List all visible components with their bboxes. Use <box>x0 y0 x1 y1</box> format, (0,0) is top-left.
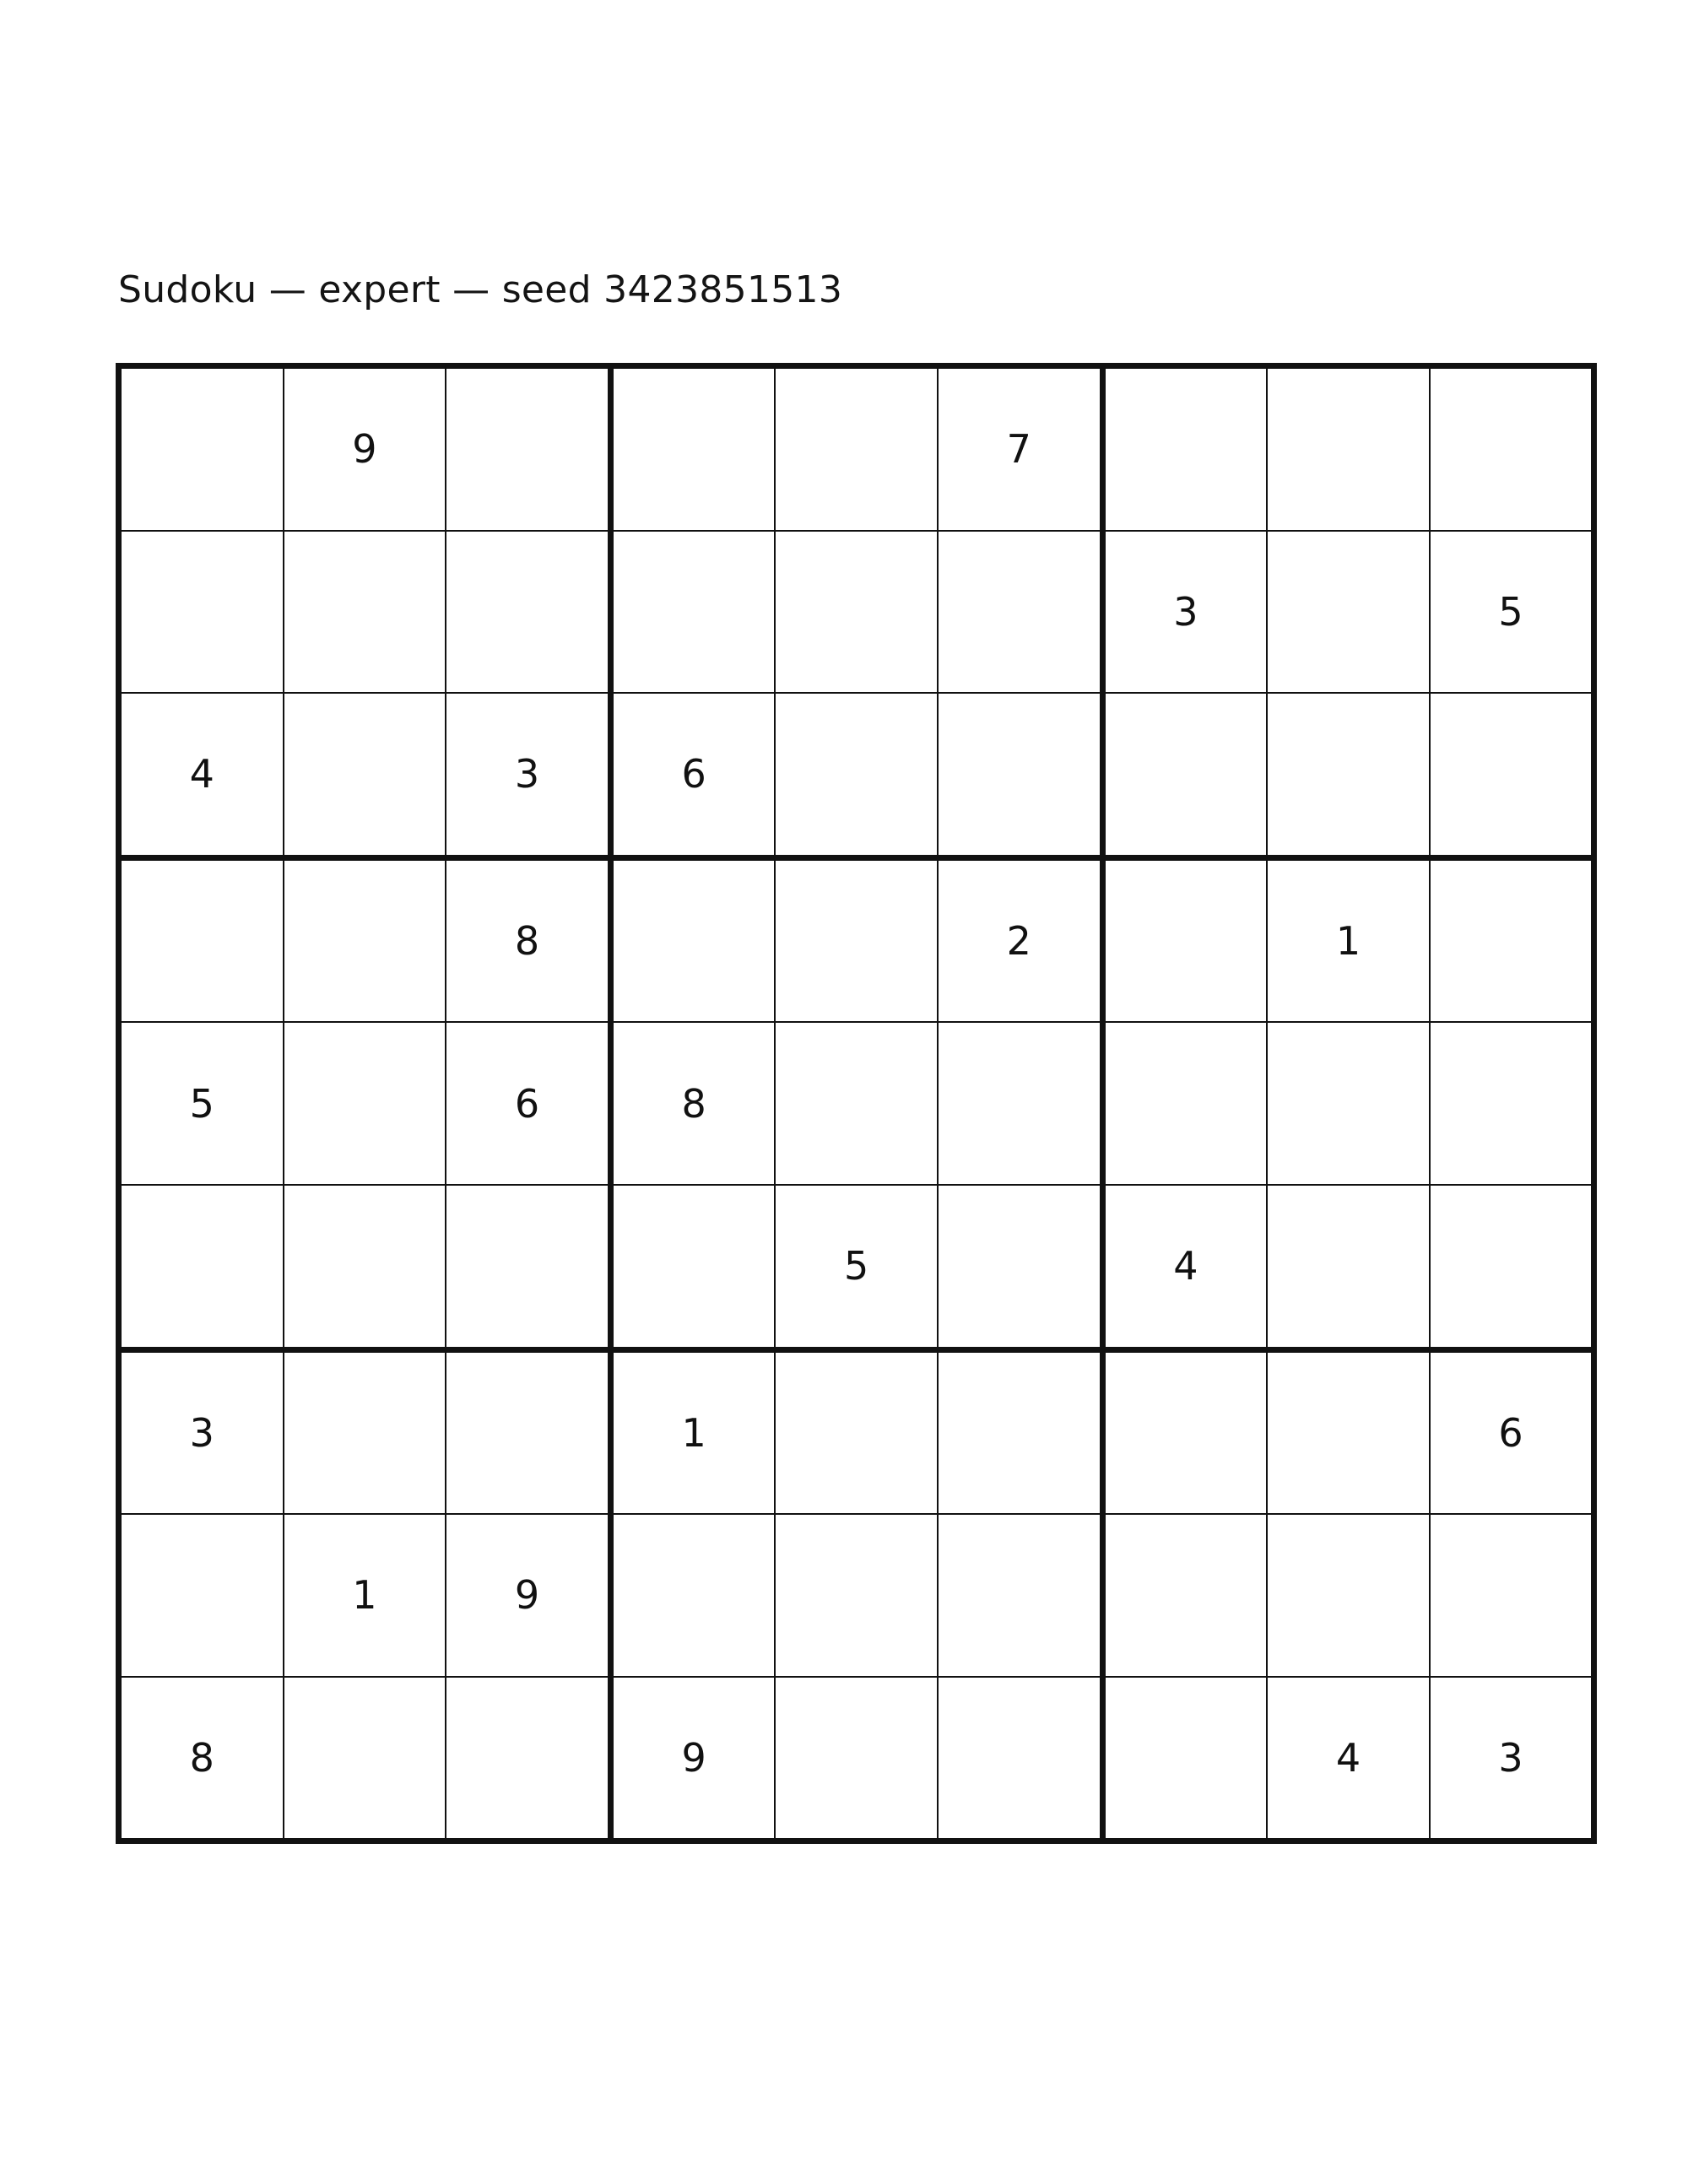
sudoku-cell-r6c6[interactable] <box>938 1185 1102 1349</box>
sudoku-cell-r7c2[interactable] <box>284 1349 446 1514</box>
sudoku-cell-r7c3[interactable] <box>446 1349 610 1514</box>
sudoku-cell-r4c7[interactable] <box>1102 857 1267 1022</box>
sudoku-cell-r4c1[interactable] <box>119 857 284 1022</box>
sudoku-row <box>119 1677 1594 1841</box>
sudoku-cell-r6c3[interactable] <box>446 1185 610 1349</box>
sudoku-cell-r2c3[interactable] <box>446 531 610 694</box>
sudoku-cell-r6c7[interactable]: 4 <box>1102 1185 1267 1349</box>
sudoku-cell-r1c5[interactable] <box>775 366 938 531</box>
sudoku-cell-r4c6[interactable]: 2 <box>938 857 1102 1022</box>
sudoku-cell-r5c1[interactable]: 5 <box>119 1022 284 1185</box>
sudoku-cell-r5c2[interactable] <box>284 1022 446 1185</box>
sudoku-cell-r3c7[interactable] <box>1102 693 1267 857</box>
sudoku-cell-r9c9[interactable]: 3 <box>1430 1677 1594 1841</box>
sudoku-cell-r9c8[interactable]: 4 <box>1267 1677 1430 1841</box>
sudoku-row <box>119 366 1594 531</box>
sudoku-cell-r9c7[interactable] <box>1102 1677 1267 1841</box>
sudoku-cell-r5c8[interactable] <box>1267 1022 1430 1185</box>
sudoku-cell-r1c6[interactable]: 7 <box>938 366 1102 531</box>
sudoku-cell-r8c3[interactable]: 9 <box>446 1514 610 1677</box>
sudoku-cell-r8c8[interactable] <box>1267 1514 1430 1677</box>
sudoku-row <box>119 1185 1594 1349</box>
sudoku-cell-r2c4[interactable] <box>610 531 775 694</box>
sudoku-row <box>119 531 1594 694</box>
sudoku-cell-r3c5[interactable] <box>775 693 938 857</box>
sudoku-cell-r9c4[interactable]: 9 <box>610 1677 775 1841</box>
sudoku-cell-r8c5[interactable] <box>775 1514 938 1677</box>
sudoku-cell-r2c6[interactable] <box>938 531 1102 694</box>
sudoku-cell-r6c1[interactable] <box>119 1185 284 1349</box>
sudoku-cell-r2c1[interactable] <box>119 531 284 694</box>
sudoku-cell-r3c8[interactable] <box>1267 693 1430 857</box>
sudoku-cell-r7c6[interactable] <box>938 1349 1102 1514</box>
sudoku-cell-r2c9[interactable]: 5 <box>1430 531 1594 694</box>
sudoku-cell-r9c3[interactable] <box>446 1677 610 1841</box>
sudoku-cell-r7c1[interactable]: 3 <box>119 1349 284 1514</box>
sudoku-cell-r1c8[interactable] <box>1267 366 1430 531</box>
sudoku-cell-r3c2[interactable] <box>284 693 446 857</box>
sudoku-grid-container <box>116 363 1564 1811</box>
page-title: Sudoku — expert — seed 3423851513 <box>118 268 843 311</box>
sudoku-cell-r7c7[interactable] <box>1102 1349 1267 1514</box>
sudoku-cell-r1c4[interactable] <box>610 366 775 531</box>
sudoku-cell-r9c6[interactable] <box>938 1677 1102 1841</box>
sudoku-cell-r9c2[interactable] <box>284 1677 446 1841</box>
sudoku-cell-r6c5[interactable]: 5 <box>775 1185 938 1349</box>
sudoku-grid[interactable] <box>116 363 1597 1844</box>
sudoku-cell-r6c9[interactable] <box>1430 1185 1594 1349</box>
sudoku-cell-r4c9[interactable] <box>1430 857 1594 1022</box>
sudoku-cell-r4c3[interactable]: 8 <box>446 857 610 1022</box>
sudoku-row <box>119 1022 1594 1185</box>
sudoku-cell-r9c1[interactable]: 8 <box>119 1677 284 1841</box>
sudoku-cell-r2c7[interactable]: 3 <box>1102 531 1267 694</box>
sudoku-cell-r2c5[interactable] <box>775 531 938 694</box>
sudoku-cell-r3c3[interactable]: 3 <box>446 693 610 857</box>
sudoku-cell-r8c1[interactable] <box>119 1514 284 1677</box>
sudoku-cell-r4c8[interactable]: 1 <box>1267 857 1430 1022</box>
sudoku-cell-r7c9[interactable]: 6 <box>1430 1349 1594 1514</box>
sudoku-cell-r1c7[interactable] <box>1102 366 1267 531</box>
sudoku-cell-r2c2[interactable] <box>284 531 446 694</box>
sudoku-row <box>119 693 1594 857</box>
sudoku-cell-r3c4[interactable]: 6 <box>610 693 775 857</box>
sudoku-cell-r1c3[interactable] <box>446 366 610 531</box>
sudoku-cell-r8c7[interactable] <box>1102 1514 1267 1677</box>
sudoku-cell-r4c2[interactable] <box>284 857 446 1022</box>
sudoku-cell-r8c2[interactable]: 1 <box>284 1514 446 1677</box>
sudoku-cell-r1c2[interactable]: 9 <box>284 366 446 531</box>
sudoku-cell-r5c6[interactable] <box>938 1022 1102 1185</box>
sudoku-row <box>119 857 1594 1022</box>
sudoku-cell-r8c4[interactable] <box>610 1514 775 1677</box>
sudoku-cell-r7c8[interactable] <box>1267 1349 1430 1514</box>
sudoku-cell-r7c4[interactable]: 1 <box>610 1349 775 1514</box>
sudoku-cell-r4c5[interactable] <box>775 857 938 1022</box>
sudoku-cell-r6c2[interactable] <box>284 1185 446 1349</box>
sudoku-cell-r4c4[interactable] <box>610 857 775 1022</box>
sudoku-cell-r8c9[interactable] <box>1430 1514 1594 1677</box>
sudoku-cell-r6c8[interactable] <box>1267 1185 1430 1349</box>
sudoku-cell-r5c7[interactable] <box>1102 1022 1267 1185</box>
sudoku-cell-r6c4[interactable] <box>610 1185 775 1349</box>
sudoku-row <box>119 1514 1594 1677</box>
sudoku-row <box>119 1349 1594 1514</box>
sudoku-cell-r1c9[interactable] <box>1430 366 1594 531</box>
sudoku-cell-r5c5[interactable] <box>775 1022 938 1185</box>
sudoku-cell-r9c5[interactable] <box>775 1677 938 1841</box>
sudoku-cell-r3c6[interactable] <box>938 693 1102 857</box>
sudoku-cell-r5c3[interactable]: 6 <box>446 1022 610 1185</box>
sudoku-cell-r2c8[interactable] <box>1267 531 1430 694</box>
sudoku-cell-r3c1[interactable]: 4 <box>119 693 284 857</box>
sudoku-cell-r7c5[interactable] <box>775 1349 938 1514</box>
sudoku-cell-r3c9[interactable] <box>1430 693 1594 857</box>
sudoku-cell-r1c1[interactable] <box>119 366 284 531</box>
sudoku-cell-r8c6[interactable] <box>938 1514 1102 1677</box>
sudoku-cell-r5c4[interactable]: 8 <box>610 1022 775 1185</box>
sudoku-cell-r5c9[interactable] <box>1430 1022 1594 1185</box>
